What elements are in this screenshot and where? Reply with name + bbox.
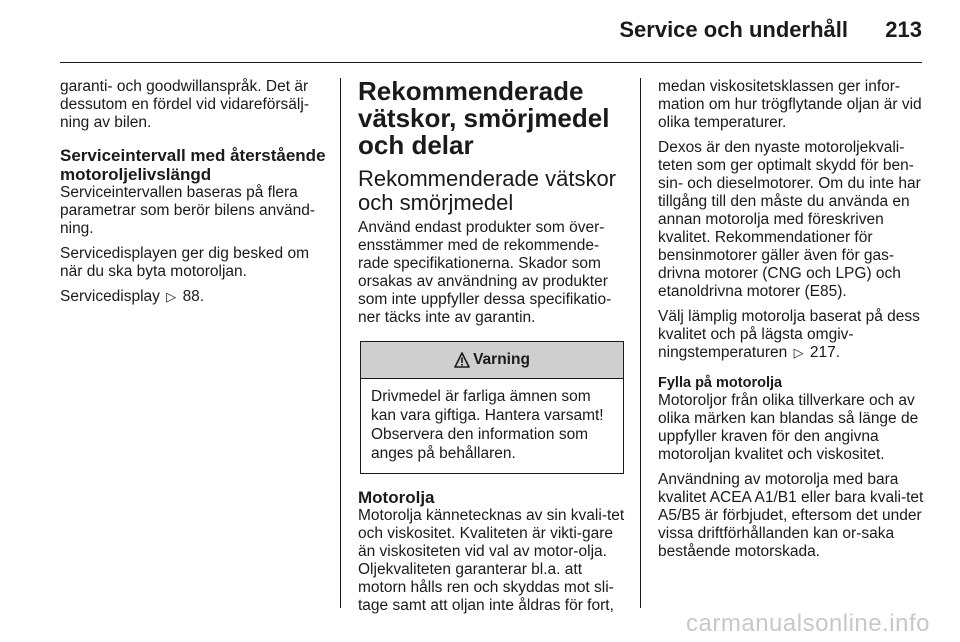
warning-header — [361, 342, 623, 379]
dexos-paragraph: Dexos är den nyaste motoroljekvali-teten som ger optimalt skydd för ben-sin- och dieselmotorer. Om du inte har tillgång till den måste du använda en annan motorolja med föreskriven kvalitet. Rekommendationer för bensinmotorer gäller även för gas-drivna motorer (CNG och LPG) och etanoldrivna motorer (E85). — [658, 139, 921, 300]
warning-box — [360, 341, 624, 474]
acea-paragraph: Användning av motorolja med bara kvalitet ACEA A1/B1 eller bara kvali-tet A5/B5 är förbjudet, eftersom det under vissa driftförhållanden kan or-saka bestående motorskada. — [658, 471, 924, 560]
page-number: 213 — [885, 17, 922, 42]
fluids-paragraph: Använd endast produkter som över-ensstämmer med de rekommende-rade specifikationerna. Skador som orsakas av användning av produkter som inte uppfyller dessa specifikatio-ner täcks inte av garantin. — [358, 219, 612, 326]
section-heading: Rekommenderade vätskor och smörjmedel — [358, 166, 617, 215]
column-divider — [340, 78, 341, 608]
page-reference-icon: ▷ — [166, 289, 177, 304]
page-header — [0, 0, 960, 60]
warning-triangle-icon — [454, 352, 470, 368]
column-2 — [358, 78, 626, 622]
reference-page[interactable]: 88. — [182, 288, 205, 305]
mixing-oils-paragraph: Motoroljor från olika tillverkare och av olika märken kan blandas så länge de uppfyller kraven för den angivna motoroljan kvalitet och viskositet. — [658, 392, 919, 463]
column-3 — [658, 78, 924, 568]
motorolja-heading: Motorolja — [358, 488, 435, 507]
warning-title: Varning — [473, 351, 530, 368]
motorolja-paragraph: Motorolja kännetecknas av sin kvali-tet och viskositet. Kvaliteten är vikti-gare än viskositeten vid val av motor-olja. Oljekvaliteten garanterar bl.a. att motorn hålls ren och skyddas mot sli-tage samt att oljan inte åldras för fort, — [358, 507, 625, 614]
viscosity-paragraph: medan viskositetsklassen ger infor-mation om hur trögflytande oljan är vid olika temperaturer. — [658, 78, 922, 131]
column-1 — [60, 78, 330, 313]
service-interval-paragraph: Serviceintervallen baseras på flera parametrar som berör bilens använd-ning. — [60, 184, 316, 237]
warning-body: Drivmedel är farliga ämnen som kan vara giftiga. Hantera varsamt! Observera den information som anges på behållaren. — [371, 388, 604, 462]
header-title: Service och underhåll — [619, 17, 848, 42]
intro-paragraph: garanti- och goodwillanspråk. Det är dessutom en fördel vid vidareförsälj-ning av bilen. — [60, 78, 309, 131]
service-interval-heading: Serviceintervall med återstående motoroljelivslängd — [60, 146, 326, 184]
fill-oil-heading: Fylla på motorolja — [658, 375, 783, 391]
select-oil-text: Välj lämplig motorolja baserat på dess kvalitet och på lägsta omgiv-ningstemperaturen — [658, 308, 920, 361]
service-display-reference — [60, 288, 330, 306]
select-oil-paragraph — [658, 308, 924, 362]
header-rule — [60, 62, 922, 63]
reference-page[interactable]: 217. — [809, 344, 841, 361]
reference-text: Servicedisplay — [60, 288, 160, 305]
column-divider — [640, 78, 641, 608]
service-display-paragraph: Servicedisplayen ger dig besked om när du ska byta motoroljan. — [60, 245, 309, 280]
main-heading: Rekommenderade vätskor, smörjmedel och delar — [358, 76, 610, 160]
watermark: carmanualsonline.info — [686, 610, 930, 637]
page-reference-icon: ▷ — [793, 345, 804, 360]
